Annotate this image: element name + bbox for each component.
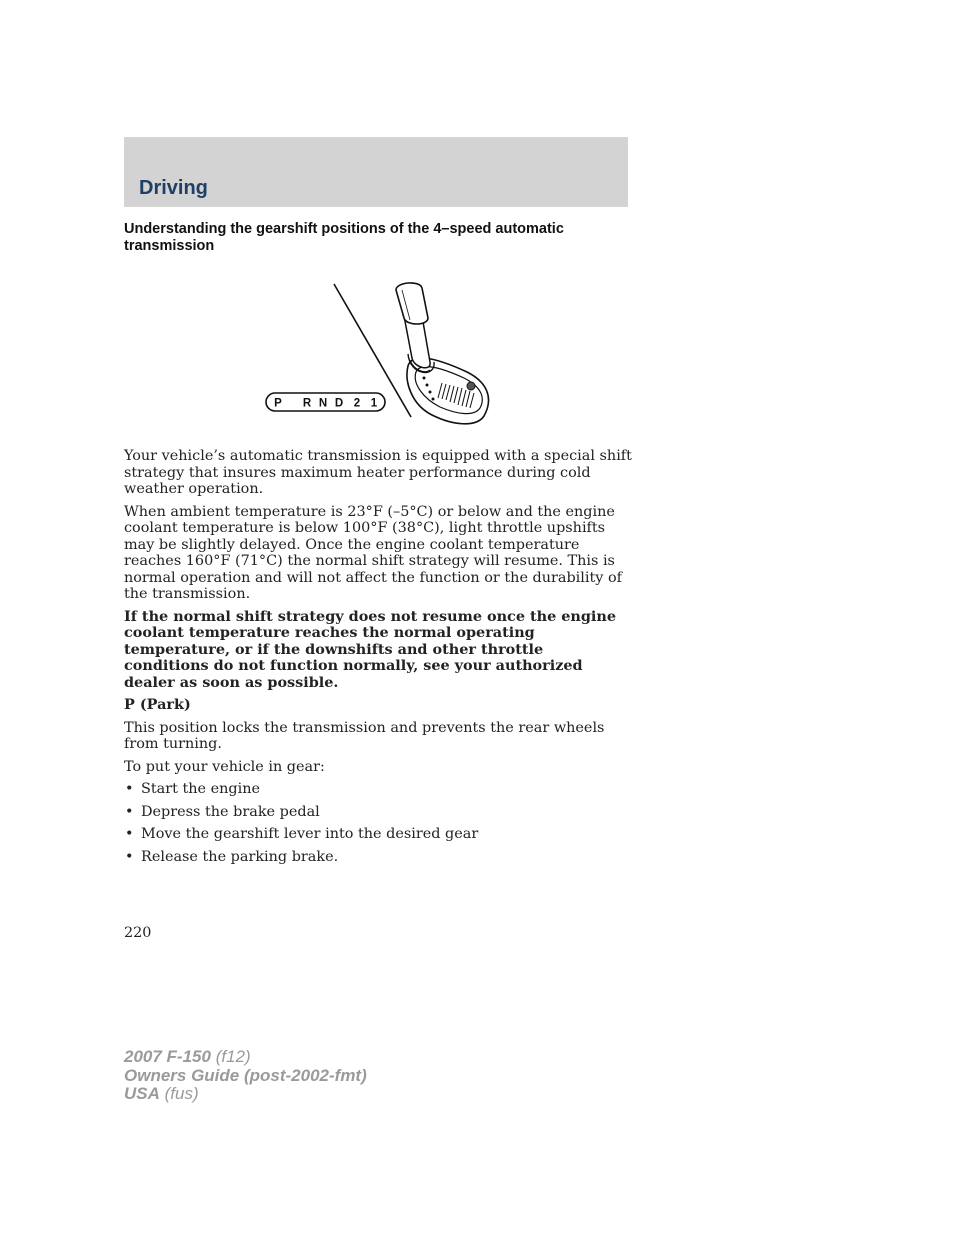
page-number: 220 bbox=[124, 925, 152, 941]
park-heading: P (Park) bbox=[124, 696, 191, 713]
bullet-icon: • bbox=[125, 803, 134, 820]
shift-console-icon bbox=[407, 358, 489, 424]
gearshift-illustration bbox=[262, 280, 502, 430]
gear-steps-intro: To put your vehicle in gear: bbox=[124, 758, 325, 775]
list-item: • Depress the brake pedal bbox=[125, 803, 320, 820]
paragraph-dealer-warning: If the normal shift strategy does not resume once the engine coolant temperature reaches the normal operating temperature, or if the downshifts and other throttle conditions do not function normally, see your authorized dealer as soon as possible. bbox=[124, 607, 617, 691]
section-heading: Understanding the gearshift positions of the 4–speed automatic transmission bbox=[124, 221, 564, 254]
gear-label-2: 2 bbox=[353, 397, 361, 410]
bullet-icon: • bbox=[125, 781, 134, 797]
document-footer bbox=[124, 1048, 367, 1104]
gear-label-1: 1 bbox=[370, 397, 378, 410]
park-description: This position locks the transmission and prevents the rear wheels from turning. bbox=[124, 719, 605, 752]
gear-label-n: N bbox=[318, 397, 328, 410]
footer-region-line: USA (fus) bbox=[124, 1084, 199, 1103]
footer-guide-line: Owners Guide (post-2002-fmt) bbox=[124, 1065, 367, 1085]
section-title: Driving bbox=[139, 177, 208, 199]
list-item: • Release the parking brake. bbox=[125, 848, 339, 865]
gear-steps-list bbox=[124, 781, 632, 865]
gearshift-diagram bbox=[262, 280, 502, 430]
paragraph-cold-temperature: When ambient temperature is 23°F (–5°C) or below and the engine coolant temperature is below 100°F (38°C), light throttle upshifts may be slightly delayed. Once the engine coolant temperature reaches 160°F (71°C) the normal shift strategy will resume. This is normal operation and will not affect the function or the durability of the transmission. bbox=[124, 503, 622, 602]
gear-label-r: R bbox=[302, 397, 312, 410]
gearshift-lever-icon bbox=[396, 283, 434, 373]
paragraph-shift-strategy: Your vehicle’s automatic transmission is equipped with a special shift strategy that insures maximum heater performance during cold weather operation. bbox=[124, 448, 632, 497]
section-header-band bbox=[124, 137, 628, 207]
bullet-icon: • bbox=[125, 826, 134, 842]
footer-model-line: 2007 F-150 (f12) bbox=[124, 1047, 251, 1066]
gear-label-p: P bbox=[274, 397, 282, 410]
gear-label-d: D bbox=[334, 397, 344, 410]
list-item: • Start the engine bbox=[125, 781, 260, 797]
bullet-icon: • bbox=[125, 848, 134, 865]
body-text bbox=[124, 448, 632, 871]
list-item: • Move the gearshift lever into the desired gear bbox=[125, 826, 479, 842]
